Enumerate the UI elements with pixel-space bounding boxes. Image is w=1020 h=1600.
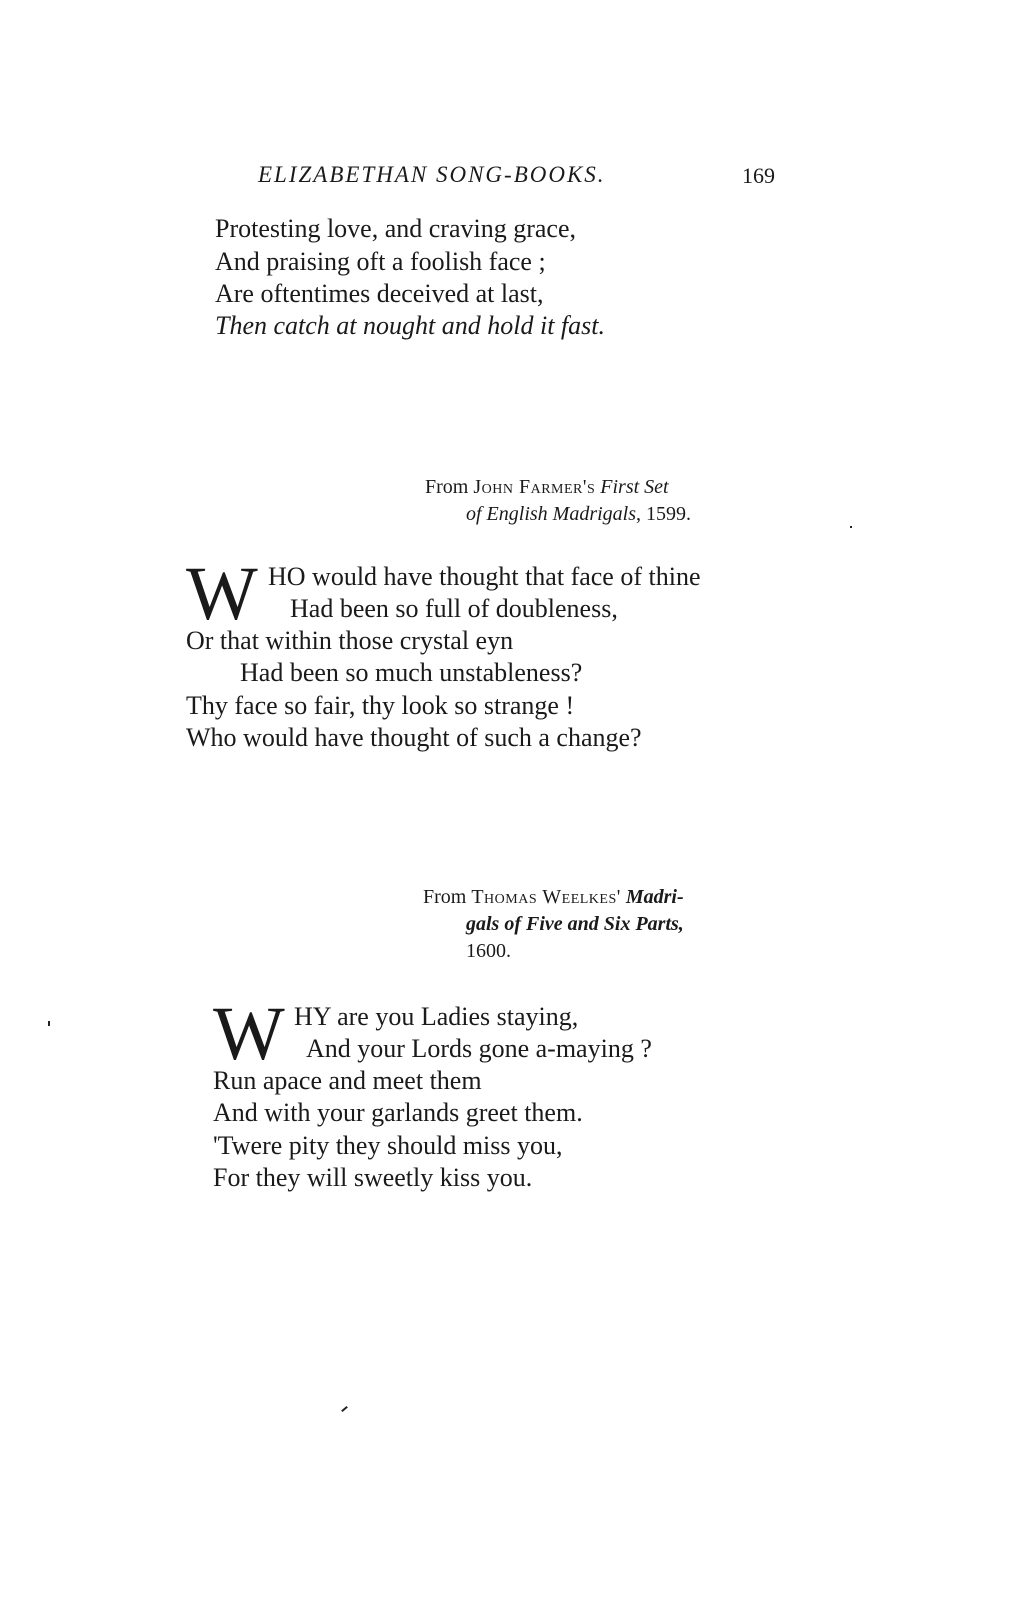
- poem-line: Who would have thought of such a change?: [186, 723, 642, 752]
- poem-line: Run apace and meet them: [213, 1066, 482, 1095]
- page-number: 169: [742, 163, 775, 188]
- scan-speck: [341, 1406, 348, 1412]
- poem-line: For they will sweetly kiss you.: [213, 1163, 533, 1192]
- drop-cap: W: [213, 992, 285, 1076]
- source-line: [425, 474, 669, 500]
- stanza-line: And praising oft a foolish face ;: [215, 247, 546, 276]
- poem-line: Or that within those crystal eyn: [186, 626, 514, 655]
- source-prefix: From: [423, 886, 472, 908]
- stanza-line: Are oftentimes deceived at last,: [215, 279, 544, 308]
- source-title: of English Madrigals: [466, 503, 637, 525]
- poem-line: Thy face so fair, thy look so strange !: [186, 691, 575, 720]
- source-title: First Set: [595, 476, 669, 498]
- poem-line: And with your garlands greet them.: [213, 1098, 583, 1127]
- poem-line: 'Twere pity they should miss you,: [213, 1131, 563, 1160]
- source-line: [466, 911, 684, 937]
- poem-line: Had been so much unstableness?: [240, 658, 583, 687]
- source-author: John Farmer's: [473, 476, 596, 498]
- source-line: [423, 884, 684, 910]
- stanza-line: Then catch at nought and hold it fast.: [215, 311, 605, 340]
- source-title: Madri-: [620, 886, 684, 908]
- source-prefix: From: [425, 476, 474, 498]
- drop-cap: W: [186, 552, 258, 636]
- source-title: gals of Five and Six Parts,: [466, 913, 684, 935]
- source-year: 1600.: [466, 940, 511, 962]
- running-title: ELIZABETHAN SONG-BOOKS.: [258, 162, 606, 187]
- source-year: , 1599.: [636, 503, 692, 525]
- source-line: [466, 501, 691, 527]
- scan-speck: [48, 1021, 50, 1026]
- poem-line: HO would have thought that face of thine: [268, 562, 701, 591]
- poem-line: HY are you Ladies staying,: [294, 1002, 579, 1031]
- poem-line: Had been so full of doubleness,: [290, 594, 618, 623]
- source-author: Thomas Weelkes': [471, 886, 621, 908]
- stanza-line: Protesting love, and craving grace,: [215, 214, 576, 243]
- poem-line: And your Lords gone a-maying ?: [306, 1034, 652, 1063]
- scan-speck: [850, 526, 852, 528]
